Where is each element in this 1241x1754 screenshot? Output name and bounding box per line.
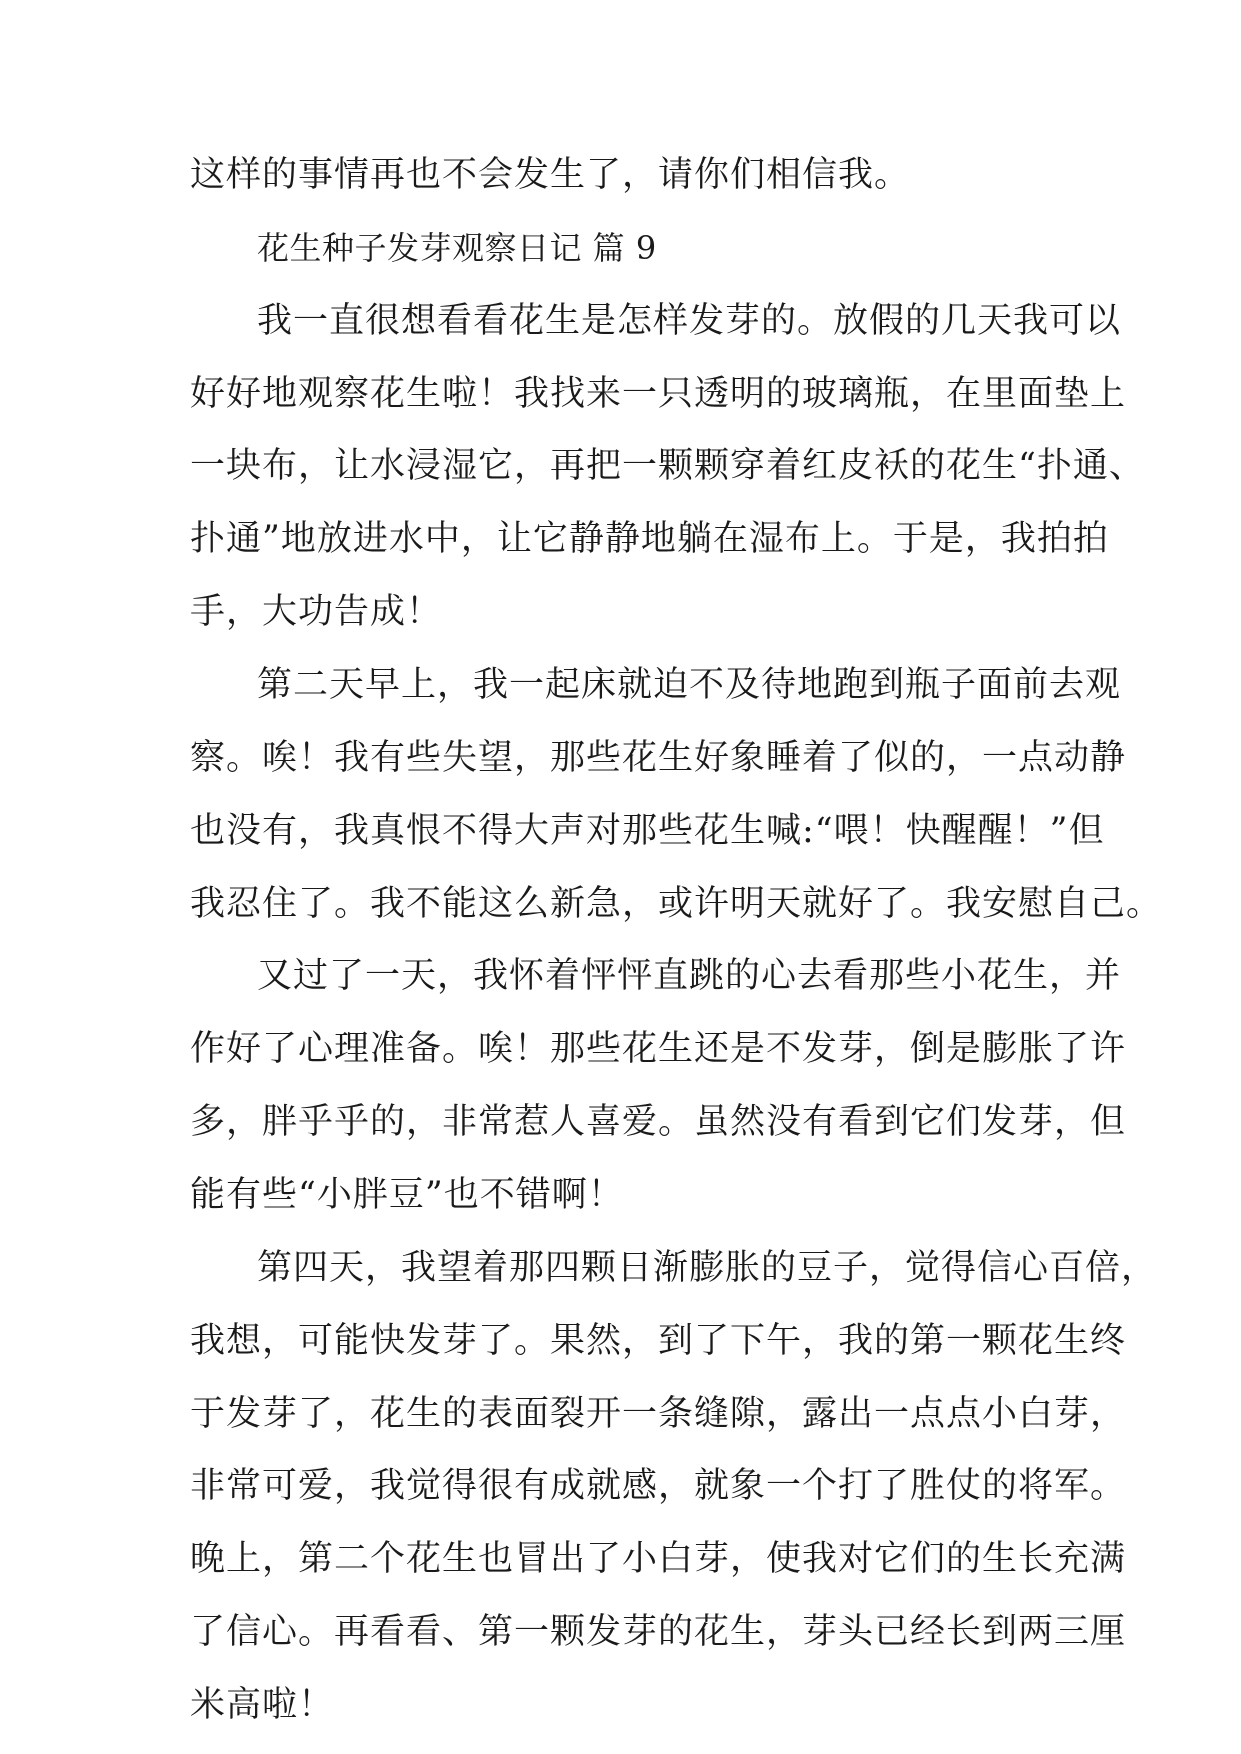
intro-line: 这样的事情再也不会发生了，请你们相信我。: [190, 155, 911, 195]
text-line: 好好地观察花生啦！我找来一只透明的玻璃瓶，在里面垫上: [190, 374, 1127, 414]
text-line: 手，大功告成！: [190, 592, 443, 632]
text-line: 非常可爱，我觉得很有成就感，就象一个打了胜仗的将军。: [190, 1466, 1127, 1506]
text-line: 察。唉！我有些失望，那些花生好象睡着了似的，一点动静: [190, 738, 1127, 778]
text-line: 我一直很想看看花生是怎样发芽的。放假的几天我可以: [257, 301, 1122, 341]
text-line: 又过了一天，我怀着怦怦直跳的心去看那些小花生，并: [257, 956, 1122, 996]
section-heading: 花生种子发芽观察日记 篇 9: [257, 229, 657, 267]
text-line: 我忍住了。我不能这么新急，或许明天就好了。我安慰自己。: [190, 884, 1163, 924]
text-line: 能有些“小胖豆”也不错啊！: [190, 1175, 624, 1215]
text-line: 晚上，第二个花生也冒出了小白芽，使我对它们的生长充满: [190, 1539, 1127, 1579]
text-line: 第四天，我望着那四颗日渐膨胀的豆子，觉得信心百倍，: [257, 1248, 1158, 1288]
text-line: 了信心。再看看、第一颗发芽的花生，芽头已经长到两三厘: [190, 1612, 1127, 1652]
text-line: 我想，可能快发芽了。果然，到了下午，我的第一颗花生终: [190, 1321, 1127, 1361]
text-line: 作好了心理准备。唉！那些花生还是不发芽，倒是膨胀了许: [190, 1029, 1127, 1069]
text-line: 也没有，我真恨不得大声对那些花生喊:“喂！快醒醒！”但: [190, 811, 1105, 851]
text-line: 第二天早上，我一起床就迫不及待地跑到瓶子面前去观: [257, 665, 1122, 705]
text-line: 扑通”地放进水中，让它静静地躺在湿布上。于是，我拍拍: [190, 519, 1109, 559]
text-line: 多，胖乎乎的，非常惹人喜爱。虽然没有看到它们发芽，但: [190, 1102, 1127, 1142]
text-line: 一块布，让水浸湿它，再把一颗颗穿着红皮袄的花生“扑通、: [190, 446, 1145, 486]
text-line: 于发芽了，花生的表面裂开一条缝隙，露出一点点小白芽，: [190, 1394, 1127, 1434]
text-line: 米高啦！: [190, 1685, 335, 1725]
